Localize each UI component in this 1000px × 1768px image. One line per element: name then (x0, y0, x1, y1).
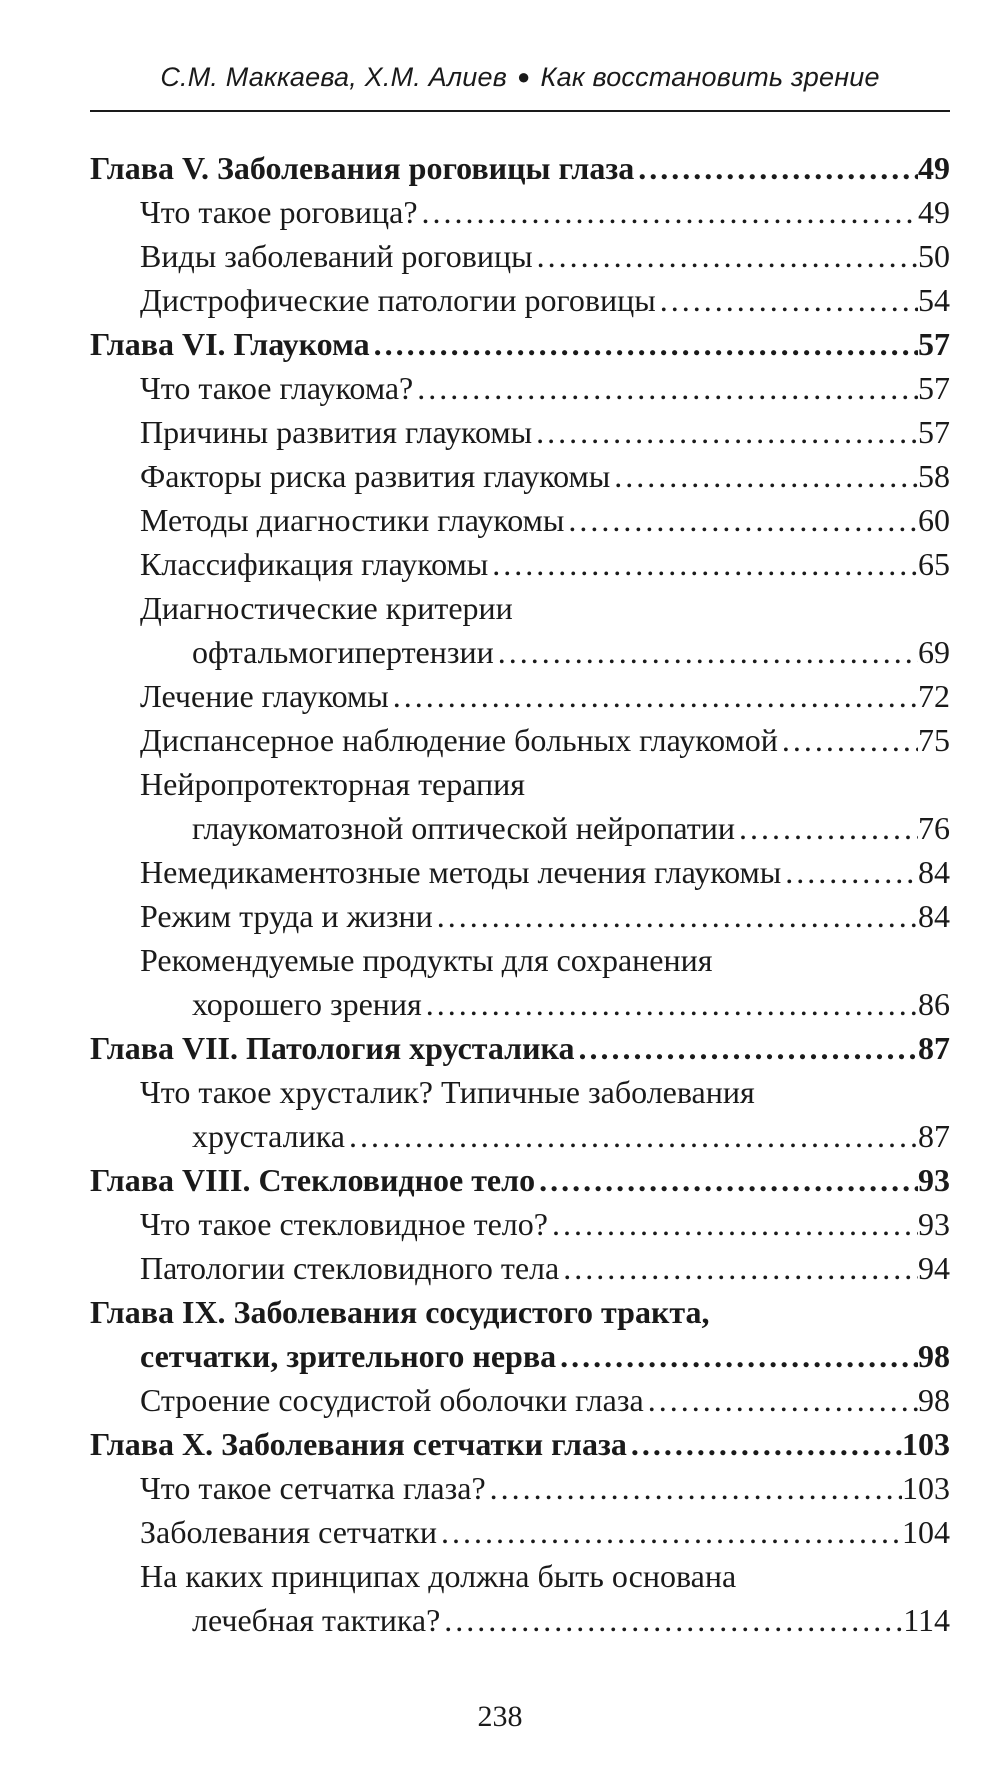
dot-leader (548, 1202, 918, 1246)
toc-entry-title: Заболевания сетчатки (140, 1514, 438, 1550)
toc-entry (0, 1598, 1000, 1642)
toc-entry (0, 234, 1000, 278)
dot-leader (778, 718, 918, 762)
toc-entry-title: Виды заболеваний роговицы (140, 238, 533, 274)
toc-entry-page: 49 (918, 150, 950, 186)
toc-chapter-10 (0, 1422, 1000, 1466)
dot-leader (370, 322, 918, 366)
dot-leader (610, 454, 918, 498)
toc-entry-page: 93 (918, 1206, 950, 1242)
toc-entry (0, 982, 1000, 1026)
toc-entry-title-line1: Глава IX. Заболевания сосудистого тракта, (90, 1294, 710, 1330)
toc-entry-title: Режим труда и жизни (140, 898, 433, 934)
toc-entry (0, 410, 1000, 454)
toc-entry (0, 1246, 1000, 1290)
toc-entry (0, 630, 1000, 674)
bullet-icon: ● (517, 64, 531, 89)
dot-leader (532, 410, 918, 454)
toc-entry (0, 1510, 1000, 1554)
toc-entry-page: 98 (918, 1338, 950, 1374)
toc-chapter-8 (0, 1158, 1000, 1202)
toc-entry-title: хрусталика (192, 1118, 345, 1154)
toc-entry-page: 69 (918, 634, 950, 670)
toc-entry-page: 114 (903, 1602, 950, 1638)
toc-entry (0, 1202, 1000, 1246)
toc-entry-title: Классификация глаукомы (140, 546, 489, 582)
dot-leader (440, 1598, 903, 1642)
toc-entry-title: Немедикаментозные методы лечения глаукомы (140, 854, 782, 890)
toc-entry-page: 84 (918, 854, 950, 890)
dot-leader (781, 850, 918, 894)
toc-entry-page: 49 (918, 194, 950, 230)
toc-entry (0, 498, 1000, 542)
toc-entry-title-line1: На каких принципах должна быть основана (140, 1558, 737, 1594)
toc-entry-title: глаукоматозной оптической нейропатии (192, 810, 735, 846)
toc-entry-page: 103 (902, 1470, 950, 1506)
toc-entry-title: Глава VII. Патология хрусталика (90, 1030, 575, 1066)
dot-leader (389, 674, 918, 718)
toc-entry-page: 58 (918, 458, 950, 494)
toc-entry-page: 87 (918, 1118, 950, 1154)
dot-leader (644, 1378, 918, 1422)
toc-entry-page: 98 (918, 1382, 950, 1418)
toc-entry-page: 57 (918, 414, 950, 450)
toc-entry (0, 190, 1000, 234)
toc-chapter-5 (0, 146, 1000, 190)
toc-entry-page: 75 (918, 722, 950, 758)
toc-entry-title: Что такое стекловидное тело? (140, 1206, 548, 1242)
toc-entry-page: 86 (918, 986, 950, 1022)
toc-entry-page: 60 (918, 502, 950, 538)
toc-entry-title: Глава X. Заболевания сетчатки глаза (90, 1426, 627, 1462)
toc-entry (0, 1466, 1000, 1510)
dot-leader (564, 498, 918, 542)
toc-entry-title: Патологии стекловидного тела (140, 1250, 560, 1286)
toc-entry-page: 103 (902, 1426, 950, 1462)
toc-entry-line1 (0, 762, 1000, 806)
toc-entry-title: Что такое сетчатка глаза? (140, 1470, 486, 1506)
toc-entry-page: 50 (918, 238, 950, 274)
dot-leader (486, 1466, 902, 1510)
toc-entry-page: 65 (918, 546, 950, 582)
toc-chapter-7 (0, 1026, 1000, 1070)
toc-entry (0, 366, 1000, 410)
toc-entry (0, 278, 1000, 322)
toc-entry-title: Глава V. Заболевания роговицы глаза (90, 150, 635, 186)
toc-entry-page: 94 (918, 1250, 950, 1286)
dot-leader (559, 1246, 918, 1290)
toc-entry (0, 542, 1000, 586)
toc-entry-page: 76 (918, 810, 950, 846)
dot-leader (494, 630, 918, 674)
dot-leader (422, 982, 918, 1026)
toc-entry-title: Глава VIII. Стекловидное тело (90, 1162, 536, 1198)
toc-entry (0, 454, 1000, 498)
toc-entry (0, 806, 1000, 850)
toc-entry-title-line1: Что такое хрусталик? Типичные заболевания (140, 1074, 755, 1110)
toc-entry-title: Дистрофические патологии роговицы (140, 282, 656, 318)
dot-leader (556, 1334, 918, 1378)
dot-leader (533, 234, 918, 278)
toc-entry (0, 674, 1000, 718)
dot-leader (345, 1114, 918, 1158)
toc-entry-line1 (0, 586, 1000, 630)
toc-entry (0, 1378, 1000, 1422)
toc-entry-title: Что такое глаукома? (140, 370, 414, 406)
dot-leader (433, 894, 918, 938)
toc-entry-title-line1: Нейропротекторная терапия (140, 766, 525, 802)
dot-leader (413, 366, 918, 410)
toc-entry-line1 (0, 1554, 1000, 1598)
toc-entry-title: Лечение глаукомы (140, 678, 389, 714)
toc-entry-page: 93 (918, 1162, 950, 1198)
dot-leader (535, 1158, 918, 1202)
toc-entry-title: хорошего зрения (192, 986, 422, 1022)
toc-entry-title: Что такое роговица? (140, 194, 418, 230)
toc-entry-title: Факторы риска развития глаукомы (140, 458, 611, 494)
dot-leader (735, 806, 918, 850)
dot-leader (488, 542, 918, 586)
page-number: 238 (477, 1700, 523, 1733)
toc-chapter-6 (0, 322, 1000, 366)
dot-leader (627, 1422, 902, 1466)
toc-entry-title-line1: Рекомендуемые продукты для сохранения (140, 942, 713, 978)
dot-leader (437, 1510, 902, 1554)
dot-leader (634, 146, 918, 190)
header-book-title: Как восстановить зрение (540, 62, 880, 92)
toc-entry-title: Глава VI. Глаукома (90, 326, 370, 362)
toc-entry-title: Причины развития глаукомы (140, 414, 533, 450)
toc-entry-title: сетчатки, зрительного нерва (140, 1338, 557, 1374)
dot-leader (418, 190, 918, 234)
toc-entry-line1 (0, 1070, 1000, 1114)
toc-entry-title: Диспансерное наблюдение больных глаукомой (140, 722, 778, 758)
toc-chapter-9-line1 (0, 1290, 1000, 1334)
toc-entry-page: 104 (902, 1514, 950, 1550)
toc-entry-page: 87 (918, 1030, 950, 1066)
dot-leader (575, 1026, 919, 1070)
header-authors: С.М. Маккаева, Х.М. Алиев (160, 62, 508, 92)
toc-entry-line1 (0, 938, 1000, 982)
dot-leader (656, 278, 918, 322)
toc-entry-title: Методы диагностики глаукомы (140, 502, 565, 538)
toc-entry-page: 57 (918, 326, 950, 362)
toc-entry (0, 894, 1000, 938)
toc-entry-page: 72 (918, 678, 950, 714)
toc-entry-title: офтальмогипертензии (192, 634, 494, 670)
toc-entry (0, 850, 1000, 894)
toc-entry-title: Строение сосудистой оболочки глаза (140, 1382, 644, 1418)
toc-entry (0, 1114, 1000, 1158)
toc-entry-page: 54 (918, 282, 950, 318)
toc-chapter-9 (0, 1334, 1000, 1378)
toc-entry-title-line1: Диагностические критерии (140, 590, 513, 626)
toc-entry-page: 57 (918, 370, 950, 406)
toc-entry-title: лечебная тактика? (192, 1602, 441, 1638)
toc-entry (0, 718, 1000, 762)
toc-entry-page: 84 (918, 898, 950, 934)
